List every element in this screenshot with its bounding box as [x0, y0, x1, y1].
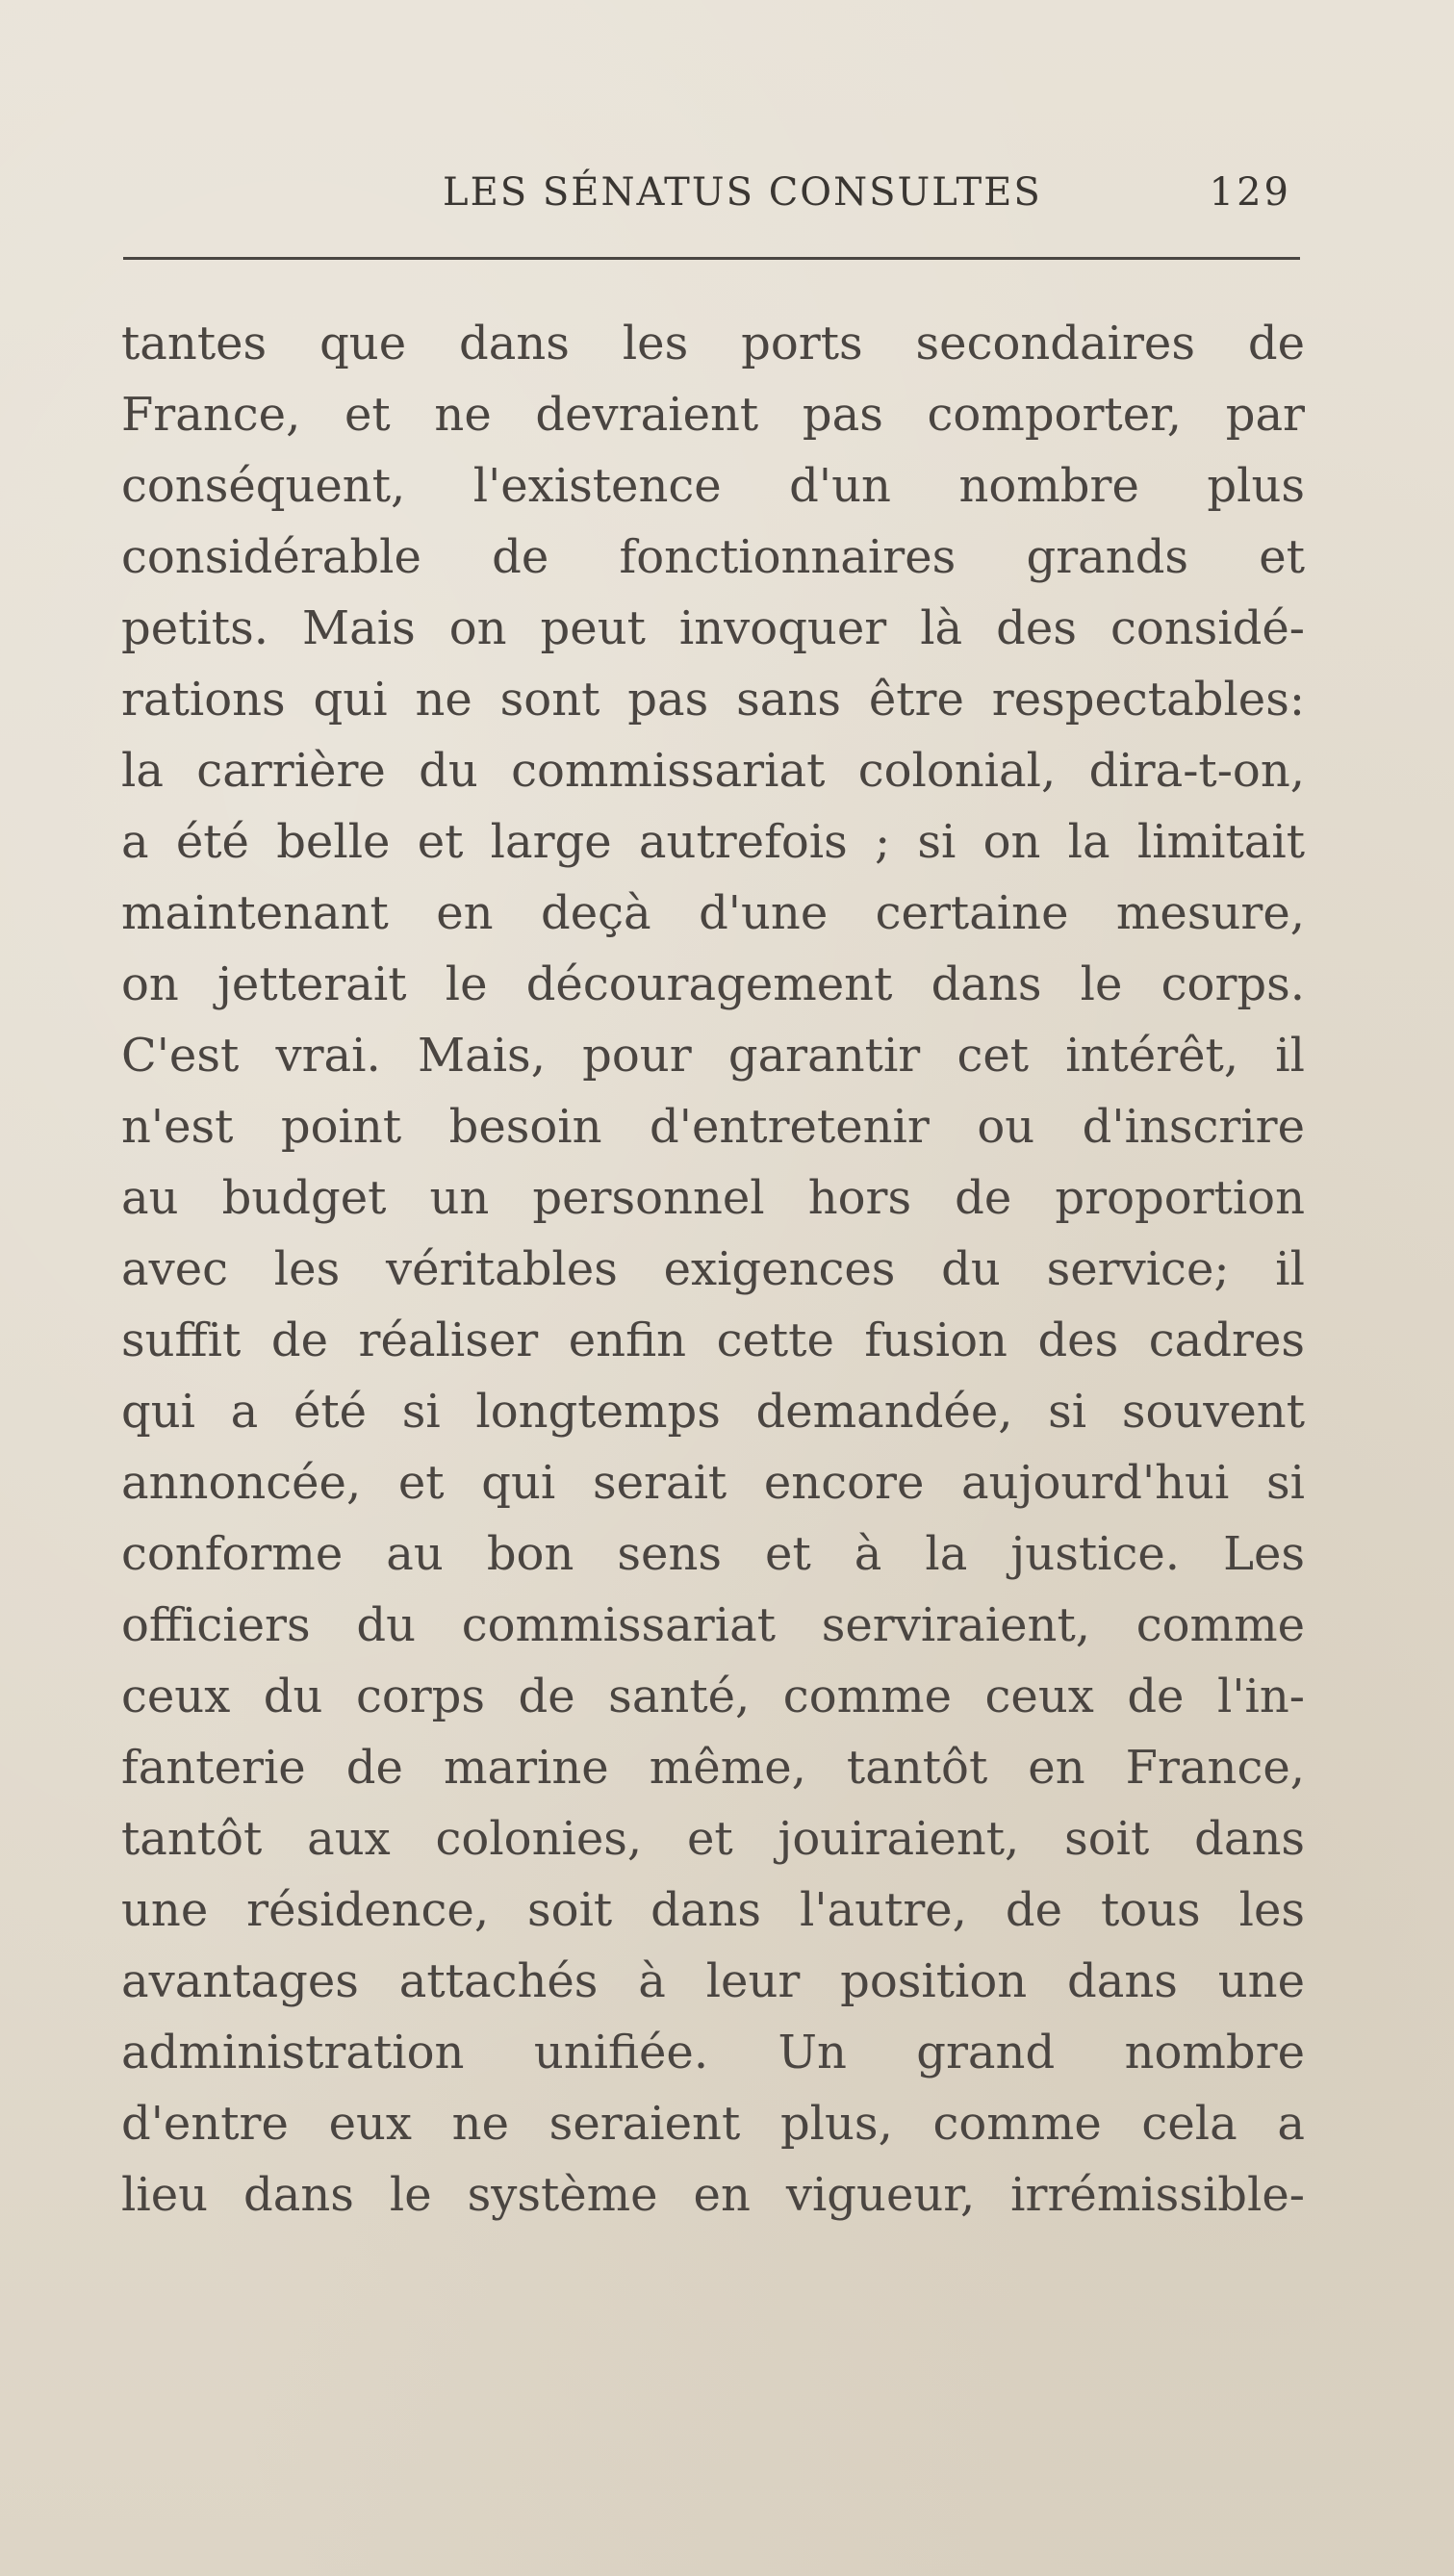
text-line: tantes que dans les ports secondaires de: [121, 317, 1305, 370]
text-line: rations qui ne sont pas sans être respectables:: [121, 673, 1305, 727]
text-line: C'est vrai. Mais, pour garantir cet intérêt, il: [121, 1029, 1305, 1083]
text-line: administration unifiée. Un grand nombre: [121, 2026, 1305, 2079]
text-line: une résidence, soit dans l'autre, de tous les: [121, 1883, 1305, 1937]
text-line: a été belle et large autrefois ; si on la limitait: [121, 815, 1305, 869]
running-header: [125, 164, 1309, 221]
text-line: officiers du commissariat serviraient, comme: [121, 1598, 1305, 1652]
header-rule: [123, 257, 1300, 260]
text-line: fanterie de marine même, tantôt en France,: [121, 1741, 1305, 1795]
text-line: maintenant en deçà d'une certaine mesure,: [121, 886, 1305, 940]
text-line: suffit de réaliser enfin cette fusion des cadres: [121, 1314, 1305, 1367]
page-number: 129: [1209, 170, 1291, 215]
text-line: tantôt aux colonies, et jouiraient, soit dans: [121, 1812, 1305, 1866]
text-line: au budget un personnel hors de proportion: [121, 1171, 1305, 1225]
text-line: conforme au bon sens et à la justice. Les: [121, 1527, 1305, 1581]
text-line: lieu dans le système en vigueur, irrémissible-: [121, 2168, 1305, 2222]
text-line: considérable de fonctionnaires grands et: [121, 530, 1305, 584]
text-line: avec les véritables exigences du service; il: [121, 1242, 1305, 1296]
text-line: petits. Mais on peut invoquer là des considé-: [121, 601, 1305, 655]
text-line: ceux du corps de santé, comme ceux de l'in-: [121, 1670, 1305, 1723]
text-line: qui a été si longtemps demandée, si souvent: [121, 1385, 1305, 1439]
text-line: on jetterait le découragement dans le corps.: [121, 957, 1305, 1011]
text-line: la carrière du commissariat colonial, dira-t-on,: [121, 744, 1305, 798]
text-line: d'entre eux ne seraient plus, comme cela a: [121, 2097, 1305, 2151]
text-line: avantages attachés à leur position dans une: [121, 1954, 1305, 2008]
text-line: conséquent, l'existence d'un nombre plus: [121, 459, 1305, 513]
text-line: n'est point besoin d'entretenir ou d'inscrire: [121, 1100, 1305, 1154]
text-line: France, et ne devraient pas comporter, par: [121, 388, 1305, 442]
body-paragraph: [121, 308, 1305, 2231]
text-line: annoncée, et qui serait encore aujourd'hui si: [121, 1456, 1305, 1510]
running-title: LES SÉNATUS CONSULTES: [443, 170, 1042, 215]
